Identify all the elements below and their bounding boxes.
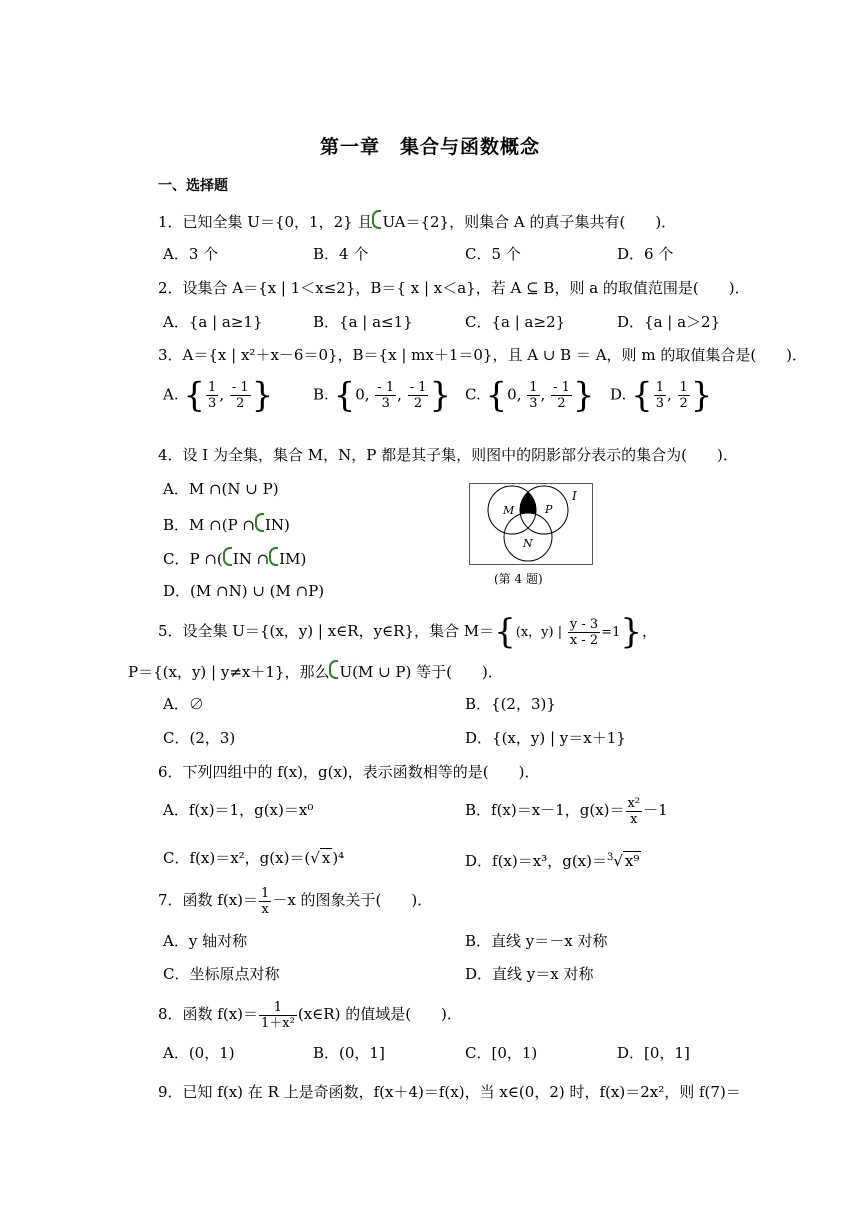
fraction: $\frac{1}{\text{1＋x²}}$ — [261, 999, 295, 1031]
venn-diagram — [469, 483, 593, 565]
fraction: $\frac{- 1}{2}$ — [231, 380, 249, 411]
q5-option-b: B．{(2，3)} — [465, 695, 556, 713]
q4-option-c: C．P ∩( IN ∩ IM) — [163, 547, 306, 569]
q7-option-b: B．直线 y＝－x 对称 — [465, 932, 608, 950]
q4-option-b: B．M ∩(P ∩ IN) — [163, 513, 290, 535]
q3-option-d-label: D. — [610, 385, 627, 404]
q2-option-b: B．{a | a≤1} — [313, 313, 413, 331]
question-3: 3．A＝{x | x²＋x－6＝0}，B＝{x | mx＋1＝0}，且 A ∪ B ＝ A，则 m 的取值集合是( )． — [158, 346, 808, 364]
fraction: $\frac{y - 3}{x - 2}$ — [569, 616, 599, 648]
fraction: $\frac{1}{3}$ — [655, 380, 664, 411]
complement-icon — [329, 660, 338, 679]
q1-option-b: B．4 个 — [313, 245, 369, 263]
q7-option-c: C．坐标原点对称 — [163, 965, 280, 983]
q8-option-c: C．[0，1) — [465, 1044, 538, 1062]
q5-option-c: C．(2，3) — [163, 729, 236, 747]
q3-option-d: D. { $\frac{1}{3}$ , $\frac{1}{2}$ } — [610, 375, 713, 416]
fraction: $\frac{- 1}{2}$ — [553, 380, 570, 411]
fraction: $\frac{- 1}{2}$ — [409, 380, 427, 411]
right-brace: } — [251, 375, 274, 416]
q2-option-a: A．{a | a≥1} — [163, 313, 263, 331]
question-9: 9．已知 f(x) 在 R 上是奇函数，f(x＋4)＝f(x)，当 x∈(0，2) 时，f(x)＝2x²，则 f(7)＝ — [158, 1083, 741, 1101]
fraction: $\frac{1}{2}$ — [679, 380, 688, 411]
q1-option-a: A．3 个 — [163, 245, 219, 263]
q6-option-a: A．f(x)＝1，g(x)＝x⁰ — [163, 801, 314, 819]
q8-option-b: B．(0，1] — [313, 1044, 385, 1062]
fraction: $\frac{1}{x}$ — [261, 885, 270, 917]
q3-option-b-label: B. — [313, 385, 329, 404]
right-brace: } — [620, 612, 642, 652]
question-6: 6．下列四组中的 f(x)，g(x)，表示函数相等的是( )． — [158, 763, 540, 781]
left-brace: { — [485, 375, 508, 416]
left-brace: { — [494, 612, 516, 652]
label-n: N — [523, 537, 533, 550]
complement-icon — [269, 547, 278, 566]
fraction: $\frac{- 1}{3}$ — [377, 380, 395, 411]
q4-option-d: D．(M ∩N) ∪ (M ∩P) — [163, 582, 325, 600]
right-brace: } — [572, 375, 595, 416]
right-brace: } — [429, 375, 452, 416]
q2-option-c: C．{a | a≥2} — [465, 313, 566, 331]
q2-option-d: D．{a | a＞2} — [617, 313, 721, 331]
question-7: 7．函数 f(x)＝ $\frac{1}{x}$ －x 的图象关于( )． — [158, 885, 433, 917]
complement-icon — [255, 513, 264, 532]
fraction: $\frac{1}{3}$ — [208, 380, 217, 411]
q1-option-d: D．6 个 — [617, 245, 674, 263]
page-title: 第一章 集合与函数概念 — [319, 136, 540, 158]
q8-option-a: A．(0，1) — [163, 1044, 235, 1062]
left-brace: { — [631, 375, 653, 416]
q7-option-d: D．直线 y＝x 对称 — [465, 965, 594, 983]
question-4: 4．设 I 为全集，集合 M，N，P 都是其子集，则图中的阴影部分表示的集合为( )． — [158, 446, 738, 464]
q6-option-c: C．f(x)＝x²，g(x)＝(√ x )⁴ — [163, 849, 345, 867]
question-2: 2．设集合 A＝{x | 1＜x≤2}，B＝{ x | x＜a}，若 A ⊆ B，则 a 的取值范围是( )． — [158, 279, 750, 297]
q1-stem-part2: UA＝{2}，则集合 A 的真子集共有( )． — [382, 213, 677, 231]
label-m: M — [503, 504, 515, 517]
label-i: I — [572, 489, 577, 503]
q3-option-a-label: A. — [163, 385, 179, 404]
q1-option-c: C．5 个 — [465, 245, 521, 263]
section-heading: 一、选择题 — [158, 178, 228, 194]
left-brace: { — [183, 375, 206, 416]
complement-icon — [223, 547, 232, 566]
q4-option-a: A．M ∩(N ∪ P) — [163, 480, 279, 498]
q8-option-d: D．[0，1] — [617, 1044, 690, 1062]
question-5-cont: P＝{(x，y) | y≠x＋1}，那么 U(M ∪ P) 等于( )． — [128, 660, 503, 682]
q6-option-b: B．f(x)＝x－1，g(x)＝ $\frac{\text{x²}}{x}$ －1 — [465, 795, 668, 827]
q3-option-a: A. { $\frac{1}{3}$ , $\frac{- 1}{2}$ } — [163, 375, 274, 416]
question-1 — [158, 210, 676, 232]
left-brace: { — [333, 375, 356, 416]
q6-option-d: D．f(x)＝x³，g(x)＝$^3$√ x⁹ — [465, 852, 640, 870]
question-5: 5．设全集 U＝{(x，y) | x∈R，y∈R}，集合 M＝{(x，y) | $\frac{y - 3}{x - 2}$ =1}， — [158, 612, 657, 652]
q3-option-b: B. {0, $\frac{- 1}{3}$ , $\frac{- 1}{2}$ } — [313, 375, 452, 416]
complement-icon — [372, 210, 381, 229]
fraction: $\frac{1}{3}$ — [529, 380, 538, 411]
q5-option-d: D．{(x，y) | y＝x＋1} — [465, 729, 626, 747]
q7-option-a: A．y 轴对称 — [163, 932, 248, 950]
label-p: P — [545, 503, 553, 516]
q3-option-c: C. {0, $\frac{1}{3}$ , $\frac{- 1}{2}$ } — [465, 375, 595, 416]
q1-stem-part1: 1．已知全集 U＝{0，1，2} 且 — [158, 213, 373, 231]
question-8: 8．函数 f(x)＝ $\frac{1}{\text{1＋x²}}$ (x∈R) 的值域是( )． — [158, 999, 462, 1031]
q5-option-a: A．∅ — [163, 695, 204, 713]
right-brace: } — [690, 375, 713, 416]
q3-option-c-label: C. — [465, 385, 481, 404]
fraction: $\frac{\text{x²}}{x}$ — [627, 795, 641, 827]
figure-caption: (第 4 题) — [494, 572, 543, 586]
